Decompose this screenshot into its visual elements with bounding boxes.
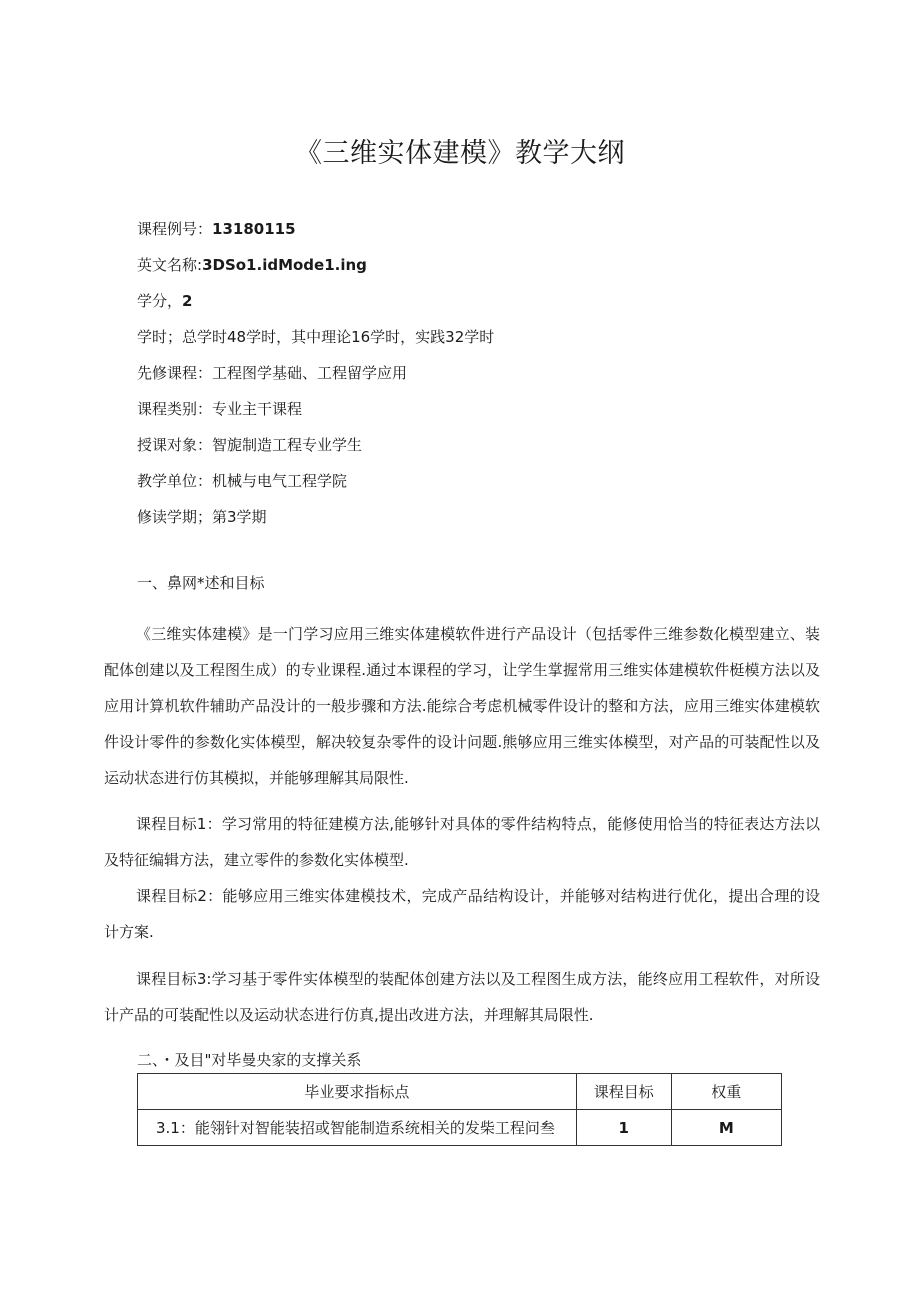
course-number-label: 课程例号： (137, 220, 213, 238)
course-goal-cell: 1 (576, 1110, 671, 1146)
hours-label: 学时；总学时48学时，其中理论16学时，实践32学时 (137, 328, 495, 346)
course-category-value: 专业主干课程 (212, 400, 303, 418)
english-name-line (137, 255, 367, 275)
header-indicator: 毕业要求指标点 (138, 1074, 577, 1110)
document-title: 《三维实体建模》教学大纲 (295, 138, 625, 169)
section-2-heading: 二、・及目"对毕曼央家的支撑关系 (137, 1051, 362, 1069)
section-1-heading: 一、鼻网*述和目标 (137, 574, 265, 592)
course-intro-paragraph: 《三维实体建模》是一门学习应用三维实体建模软件进行产品设计（包括零件三维参数化模型建立、装配体创建以及工程图生成）的专业课程.通过本课程的学习，让学生掌握常用三维实体建模软件梃模方法以及应用计算机软件辅助产品没计的一般步骤和方法.能综合考虑机械零件设计的整和方法，应用三维实体建模软件设计零件的参数化实体模型，解决较复杂零件的设计问题.熊够应用三维实体模型，对产品的可装配性以及运动状态进行仿其模拟，并能够理解其局限性. (104, 625, 820, 787)
english-name-value: 3DSo1.idMode1.ing (202, 256, 367, 274)
credits-value: 2 (182, 292, 193, 310)
indicator-cell: 3.1：能翎针对智能装招或智能制造系统相关的发柴工程问叁 (138, 1110, 577, 1146)
goal-1-paragraph: 课程目标1：学习常用的特征建模方法,能够针对具体的零件结构特点，能修使用恰当的特征表达方法以及特征编辑方法，建立零件的参数化实体模型. (104, 815, 820, 869)
audience-value: 智旎制造工程专业学生 (212, 436, 363, 454)
header-course-goal: 课程目标 (576, 1074, 671, 1110)
course-number-value: 13180115 (212, 220, 296, 238)
prerequisites-value: 工程图学基础、工程留学应用 (212, 364, 408, 382)
audience-label: 授课对象： (137, 436, 213, 454)
department-value: 机械与电气工程学院 (212, 472, 348, 490)
weight-cell: M (671, 1110, 781, 1146)
credits-label: 学分， (137, 292, 183, 310)
table-header-row (138, 1074, 782, 1110)
prerequisites-label: 先修课程： (137, 364, 213, 382)
semester-value: 第3学期 (212, 508, 267, 526)
goal-3-paragraph: 课程目标3:学习基于零件实体模型的装配体创建方法以及工程图生成方法，能终应用工程软件，对所设计产品的可装配性以及运动状态进行仿真,提出改进方法，并理解其局限性. (104, 970, 820, 1024)
course-number-line (137, 219, 296, 239)
department-label: 教学单位： (137, 472, 213, 490)
course-category-label: 课程类别： (137, 400, 213, 418)
header-weight: 权重 (671, 1074, 781, 1110)
support-table (137, 1073, 782, 1146)
semester-label: 修读学期； (137, 508, 213, 526)
credits-line (137, 291, 192, 311)
course-category-line (137, 399, 302, 419)
english-name-label: 英文名称: (137, 256, 203, 274)
goal-2-paragraph: 课程目标2：能够应用三维实体建模技术，完成产品结构设计，并能够对结构进行优化，提出合理的设计方案. (104, 887, 820, 941)
audience-line (137, 435, 362, 455)
department-line (137, 471, 347, 491)
hours-line (137, 327, 494, 347)
semester-line (137, 507, 267, 527)
prerequisites-line (137, 363, 407, 383)
table-row (138, 1110, 782, 1146)
